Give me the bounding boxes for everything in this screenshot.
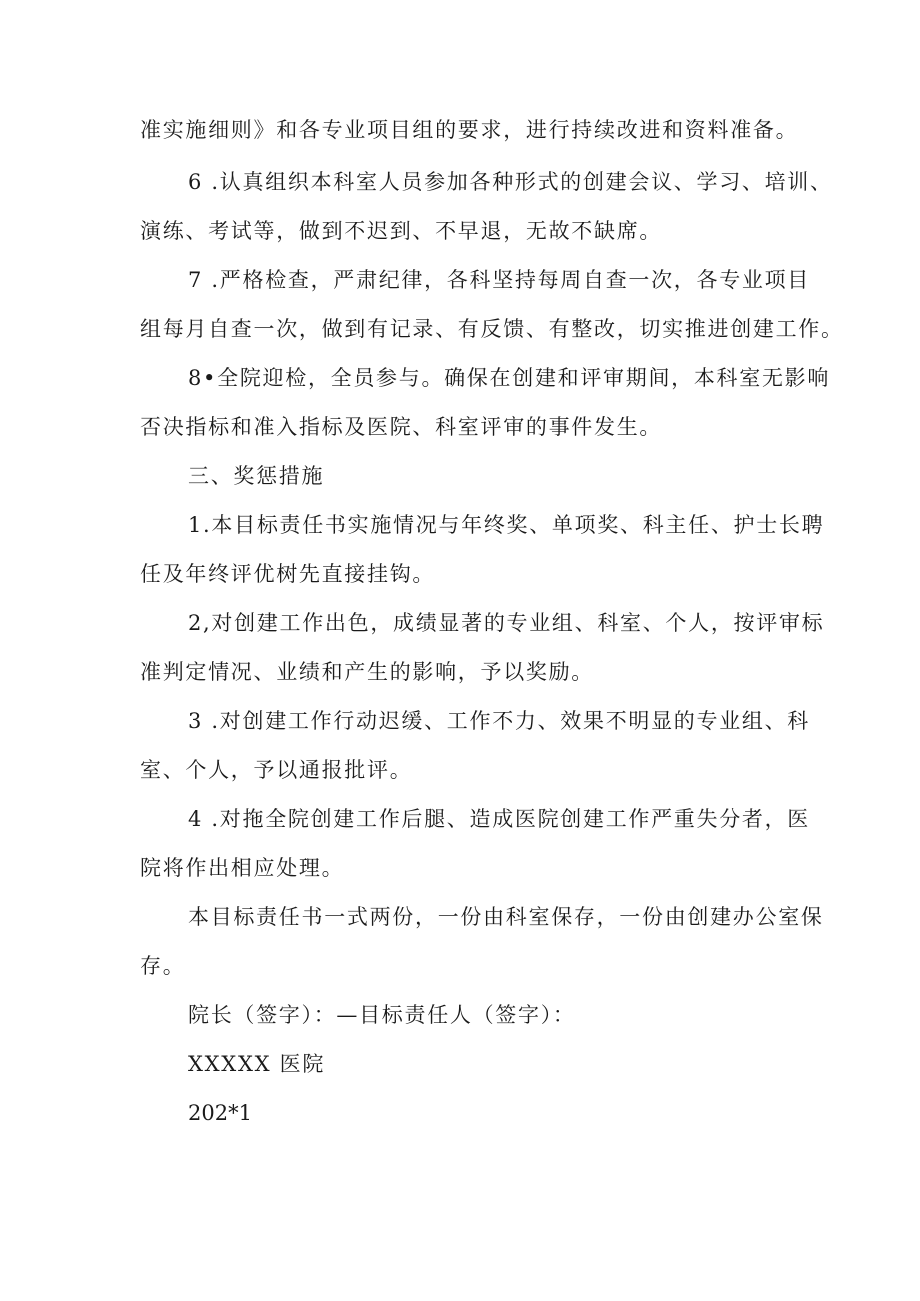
reward-2-line-2: 准判定情况、业绩和产生的影响，予以奖励。 <box>140 660 594 684</box>
reward-3-line-2: 室、个人，予以通报批评。 <box>140 758 413 782</box>
reward-2-line-1: 2,对创建工作出色，成绩显著的专业组、科室、个人，按评审标 <box>188 611 825 635</box>
item-8-line-2: 否决指标和准入指标及医院、科室评审的事件发生。 <box>140 415 663 439</box>
hospital-name: XXXXX 医院 <box>188 1052 326 1076</box>
copies-line-1: 本目标责任书一式两份，一份由科室保存，一份由创建办公室保 <box>188 905 824 929</box>
item-7-line-1: 7 .严格检查，严肃纪律，各科坚持每周自查一次，各专业项目 <box>188 268 811 292</box>
date: 202*1 <box>188 1101 252 1125</box>
reward-1-line-1: 1.本目标责任书实施情况与年终奖、单项奖、科主任、护士长聘 <box>188 513 825 537</box>
reward-1-line-2: 任及年终评优树先直接挂钩。 <box>140 562 436 586</box>
reward-4-line-1: 4 .对拖全院创建工作后腿、造成医院创建工作严重失分者，医 <box>188 807 811 831</box>
paragraph-line: 准实施细则》和各专业项目组的要求，进行持续改进和资料准备。 <box>140 118 799 142</box>
item-7-line-2: 组每月自查一次，做到有记录、有反馈、有整改，切实推进创建工作。 <box>140 317 844 341</box>
section-heading: 三、奖惩措施 <box>188 464 325 488</box>
item-8-line-1: 8•全院迎检，全员参与。确保在创建和评审期间，本科室无影响 <box>188 366 831 390</box>
copies-line-2: 存。 <box>140 954 186 978</box>
reward-4-line-2: 院将作出相应处理。 <box>140 856 345 880</box>
signature-line: 院长（签字）：—目标责任人（签字）： <box>188 1003 576 1027</box>
item-6-line-2: 演练、考试等，做到不迟到、不早退，无故不缺席。 <box>140 219 663 243</box>
reward-3-line-1: 3 .对创建工作行动迟缓、工作不力、效果不明显的专业组、科 <box>188 709 811 733</box>
item-6-line-1: 6 .认真组织本科室人员参加各种形式的创建会议、学习、培训、 <box>188 170 833 194</box>
